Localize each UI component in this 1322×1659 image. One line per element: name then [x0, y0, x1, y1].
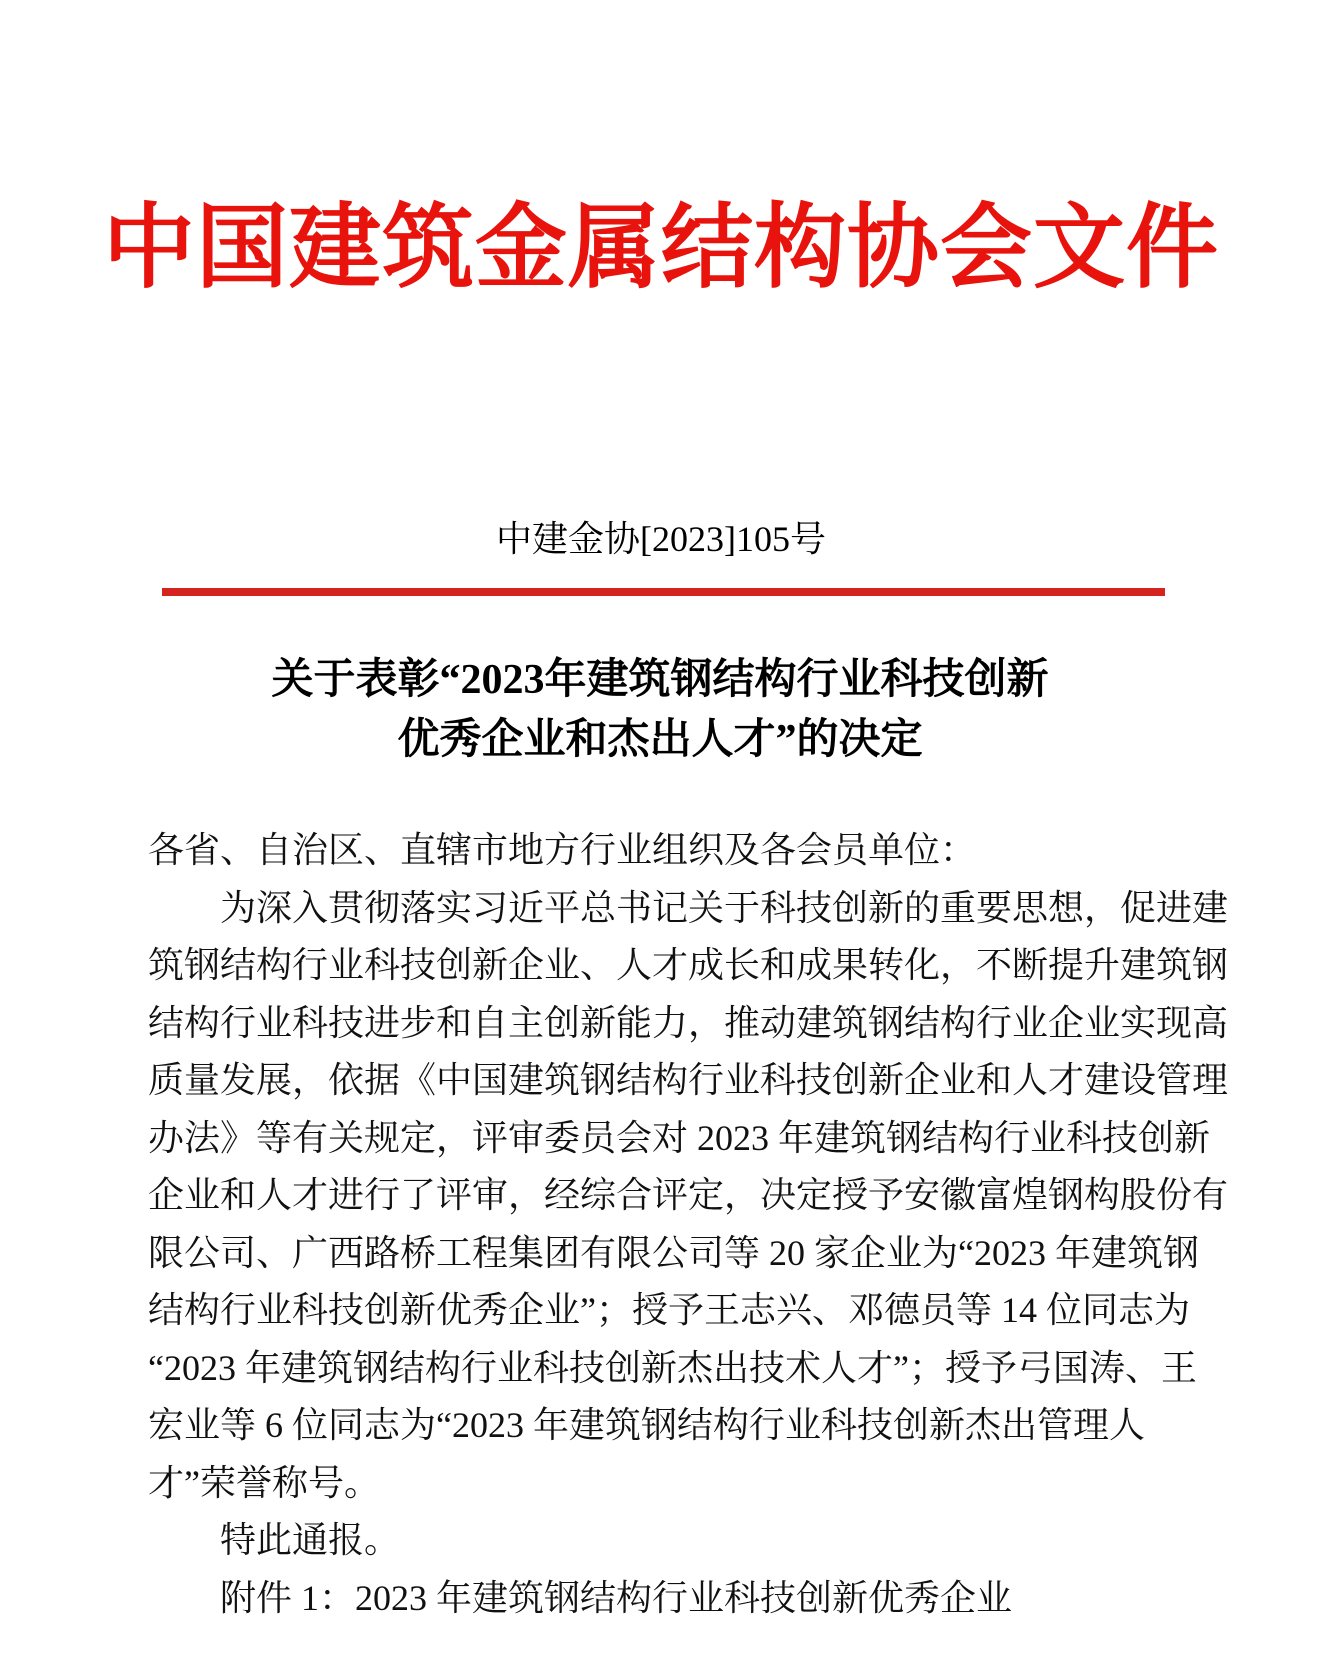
body-line: 结构行业科技进步和自主创新能力，推动建筑钢结构行业企业实现高: [148, 1002, 1229, 1043]
body-line: 限公司、广西路桥工程集团有限公司等 20 家企业为“2023 年建筑钢: [148, 1232, 1199, 1273]
body-line-salutation: 各省、自治区、直辖市地方行业组织及各会员单位：: [148, 830, 977, 870]
body-line: 办法》等有关规定，评审委员会对 2023 年建筑钢结构行业科技创新: [148, 1117, 1211, 1158]
body-line-closing: 特此通报。: [220, 1520, 401, 1560]
body-line: 才”荣誉称号。: [148, 1462, 380, 1503]
red-divider-rule: [162, 588, 1165, 596]
document-title-line-1: 关于表彰“2023年建筑钢结构行业科技创新: [271, 657, 1049, 703]
body-line: 结构行业科技创新优秀企业”；授予王志兴、邓德员等 14 位同志为: [148, 1290, 1190, 1330]
body-line: 筑钢结构行业科技创新企业、人才成长和成果转化，不断提升建筑钢: [148, 945, 1229, 985]
document-body: [148, 822, 1229, 1627]
body-line: 为深入贯彻落实习近平总书记关于科技创新的重要思想，促进建: [220, 887, 1229, 928]
body-line: 宏业等 6 位同志为“2023 年建筑钢结构行业科技创新杰出管理人: [148, 1405, 1145, 1445]
body-line: 质量发展，依据《中国建筑钢结构行业科技创新企业和人才建设管理: [148, 1060, 1229, 1100]
document-number: 中建金协[2023]105号: [496, 519, 826, 559]
document-title: [150, 650, 1170, 770]
document-title-line-2: 优秀企业和杰出人才”的决定: [397, 717, 923, 763]
body-line: 企业和人才进行了评审，经综合评定，决定授予安徽富煌钢构股份有: [148, 1175, 1229, 1215]
org-header-title: 中国建筑金属结构协会文件: [102, 197, 1219, 299]
body-line-attachment: 附件 1：2023 年建筑钢结构行业科技创新优秀企业: [220, 1577, 1013, 1618]
body-line: “2023 年建筑钢结构行业科技创新杰出技术人才”；授予弓国涛、王: [148, 1347, 1197, 1388]
